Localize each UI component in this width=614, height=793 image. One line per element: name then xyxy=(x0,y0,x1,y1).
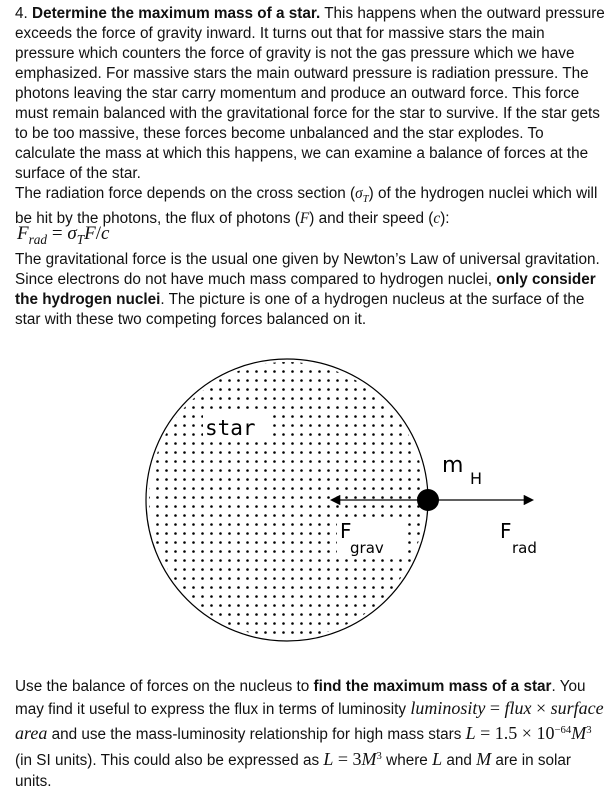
M2-symbol: M xyxy=(361,748,377,769)
gravity-text-1: The gravitational force is the usual one given by Newton’s Law of universal gravitation. Since electrons do not have much mass compared to hydrogen nuclei, xyxy=(15,251,600,288)
eq-equals: = xyxy=(47,223,68,244)
closing-bold: find the maximum mass of a star xyxy=(313,678,552,695)
flux-symbol: F xyxy=(299,210,310,228)
lum-word: luminosity xyxy=(410,697,486,718)
L-symbol: L xyxy=(465,723,476,744)
radiation-text-4: ): xyxy=(440,210,450,228)
ml-relation: = 1.5 × 10 xyxy=(475,723,555,744)
M3-symbol: M xyxy=(476,748,492,769)
eq-flux: F xyxy=(84,223,96,244)
closing-text-3: and use the mass-luminosity relationship for high mass stars xyxy=(47,726,466,744)
mass-label: m xyxy=(442,453,464,478)
hydrogen-nucleus xyxy=(417,489,439,511)
radiation-text-3: ) and their speed ( xyxy=(309,210,434,228)
sigma-symbol: σ xyxy=(355,185,363,202)
eq-slash: / xyxy=(95,223,101,244)
eq-sigma: σ xyxy=(67,223,77,244)
closing-text-5: where xyxy=(381,751,433,769)
grav-force-label: F xyxy=(340,519,352,543)
radiation-text-2: ) of the hydrogen nuclei which will be hit by the photons, the flux of photons ( xyxy=(15,185,598,228)
radiation-text-1: The radiation force depends on the cross section ( xyxy=(15,185,356,202)
rad-force-subscript: rad xyxy=(512,539,537,557)
eq-sigma-sub: T xyxy=(76,231,85,247)
eq-lhs-sub: rad xyxy=(28,231,48,247)
intro-paragraph xyxy=(15,4,605,184)
speed-symbol: c xyxy=(433,210,441,228)
closing-text-1: Use the balance of forces on the nucleus to xyxy=(15,678,314,695)
gravity-bold: only consider the hydrogen nuclei xyxy=(15,271,596,308)
star-label: star xyxy=(205,416,256,440)
gravity-text-2: . The picture is one of a hydrogen nucleus at the surface of the star with these two competing forces balanced on it. xyxy=(15,291,585,328)
eq-speed: c xyxy=(100,223,110,244)
radiation-force-equation xyxy=(17,222,109,252)
closing-text-2: . You may find it useful to express the flux in terms of luminosity xyxy=(15,678,586,718)
eq-lhs: F xyxy=(17,223,29,244)
M-symbol: M xyxy=(571,723,587,744)
closing-text-4: (in SI units). This could also be expressed as xyxy=(15,751,324,769)
L3-symbol: L xyxy=(432,748,443,769)
mass-subscript: H xyxy=(470,469,483,488)
area-word: surface area xyxy=(15,697,604,744)
problem-number: 4. xyxy=(15,5,33,22)
times-sign: × xyxy=(531,697,551,718)
closing-text-7: are in solar units. xyxy=(15,751,572,791)
eq1: = xyxy=(485,697,505,718)
intro-text: This happens when the outward pressure exceeds the force of gravity inward. It turns out that for massive stars the main pressure which counters the force of gravity is not the gas pressure which we have emphasized. For massive stars the main outward pressure is radiation pressure. The photons leaving the star carry momentum and produce an outward force. This force must remain balanced with the gravitational force for the star to survive. If the star gets to be too massive, these forces become unbalanced and the star explodes. To calculate the mass at which this happens, we can examine a balance of forces at the surface of the star. xyxy=(15,5,605,182)
closing-paragraph xyxy=(15,676,605,793)
flux-word: flux xyxy=(504,697,532,718)
closing-text-6: and xyxy=(442,751,477,769)
star-force-diagram xyxy=(0,340,614,660)
rad-force-label: F xyxy=(500,519,512,543)
grav-force-subscript: grav xyxy=(350,539,384,557)
ml-exponent: −64 xyxy=(554,724,572,736)
M-exponent: 3 xyxy=(586,724,592,736)
solar-relation: = 3 xyxy=(333,748,362,769)
sigma-subscript: T xyxy=(362,193,369,206)
M2-exponent: 3 xyxy=(376,749,382,762)
gravity-paragraph xyxy=(15,250,605,330)
problem-heading: Determine the maximum mass of a star. xyxy=(32,5,321,22)
L2-symbol: L xyxy=(323,748,334,769)
